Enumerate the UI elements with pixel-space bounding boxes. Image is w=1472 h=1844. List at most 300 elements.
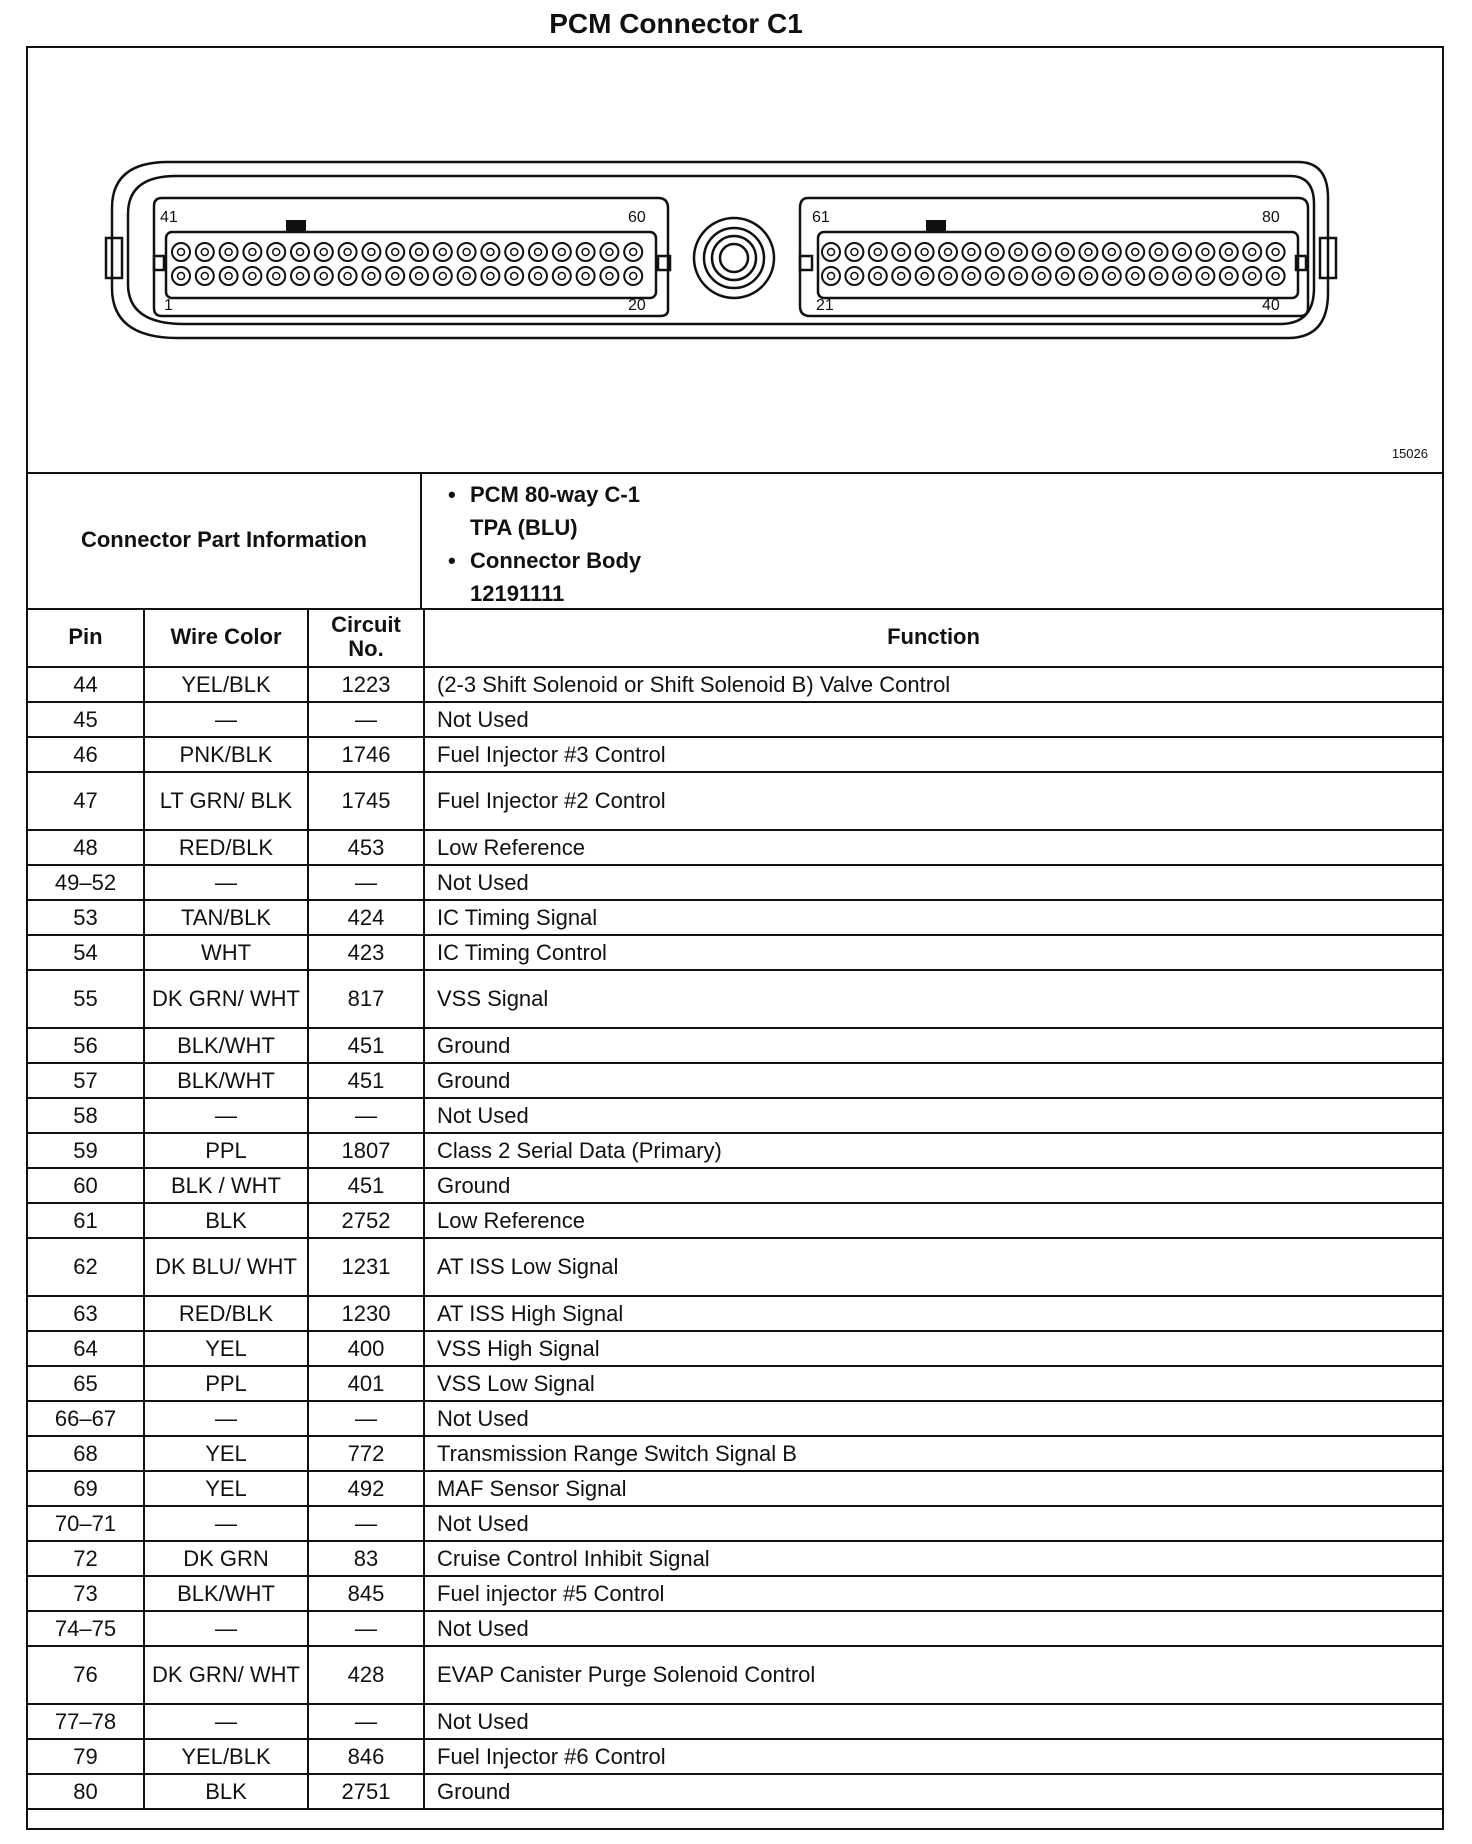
pin-hole xyxy=(1033,267,1051,285)
pin-cell: 47 xyxy=(28,772,144,830)
table-row xyxy=(28,1028,1442,1063)
pin-hole xyxy=(196,243,214,261)
pin-contact xyxy=(1272,249,1279,256)
pin-contact xyxy=(1202,249,1209,256)
table-row xyxy=(28,1646,1442,1704)
table-row xyxy=(28,1098,1442,1133)
pin-hole xyxy=(553,267,571,285)
circuit-cell: 400 xyxy=(308,1331,424,1366)
pin-contact xyxy=(297,249,304,256)
circuit-cell: — xyxy=(308,1704,424,1739)
pin-hole xyxy=(315,243,333,261)
part-info-item xyxy=(448,478,641,511)
wire-color-cell: YEL xyxy=(144,1331,308,1366)
table-row xyxy=(28,865,1442,900)
pin-hole xyxy=(1103,243,1121,261)
pin-cell: 45 xyxy=(28,702,144,737)
pin-label-20: 20 xyxy=(628,297,646,314)
circuit-cell: 1745 xyxy=(308,772,424,830)
pin-hole xyxy=(529,243,547,261)
pin-hole xyxy=(410,267,428,285)
pin-contact xyxy=(606,273,613,280)
bullet: • xyxy=(448,482,456,507)
connector-drawing xyxy=(28,48,1442,472)
table-row xyxy=(28,1471,1442,1506)
table-row xyxy=(28,830,1442,865)
pin-cell: 70–71 xyxy=(28,1506,144,1541)
circuit-cell: 1223 xyxy=(308,667,424,702)
pin-hole xyxy=(1220,267,1238,285)
circuit-cell: 845 xyxy=(308,1576,424,1611)
function-cell: Not Used xyxy=(424,1611,1442,1646)
table-row xyxy=(28,667,1442,702)
pin-hole xyxy=(916,243,934,261)
circuit-cell: 817 xyxy=(308,970,424,1028)
pin-label-41: 41 xyxy=(160,209,178,226)
right-inner-block xyxy=(818,232,1298,298)
pin-hole xyxy=(220,243,238,261)
wire-color-cell: YEL/BLK xyxy=(144,667,308,702)
pin-hole xyxy=(1173,243,1191,261)
pinout-rows xyxy=(28,667,1442,1809)
left-polarizing-tab xyxy=(286,220,306,232)
part-info-line: PCM 80-way C-1 xyxy=(470,482,640,507)
pin-cell: 60 xyxy=(28,1168,144,1203)
pin-label-61: 61 xyxy=(812,209,830,226)
pin-contact xyxy=(511,273,518,280)
pin-hole xyxy=(1267,243,1285,261)
function-cell: VSS High Signal xyxy=(424,1331,1442,1366)
pin-hole xyxy=(1196,243,1214,261)
pin-hole xyxy=(481,243,499,261)
pin-hole xyxy=(1243,267,1261,285)
right-key-left xyxy=(800,256,812,270)
pin-hole xyxy=(986,267,1004,285)
connector-diagram xyxy=(28,48,1442,474)
table-row xyxy=(28,1366,1442,1401)
pin-hole xyxy=(1220,243,1238,261)
wire-color-cell: BLK/WHT xyxy=(144,1576,308,1611)
pin-contact xyxy=(320,273,327,280)
table-row xyxy=(28,1063,1442,1098)
pin-contact xyxy=(945,249,952,256)
pin-hole xyxy=(892,243,910,261)
pin-cell: 80 xyxy=(28,1774,144,1809)
pin-cell: 44 xyxy=(28,667,144,702)
pin-contact xyxy=(851,273,858,280)
pin-hole xyxy=(362,243,380,261)
pin-hole xyxy=(243,243,261,261)
pin-contact xyxy=(945,273,952,280)
pin-contact xyxy=(582,273,589,280)
pin-contact xyxy=(439,249,446,256)
wire-color-cell: BLK / WHT xyxy=(144,1168,308,1203)
table-row xyxy=(28,1576,1442,1611)
pin-cell: 61 xyxy=(28,1203,144,1238)
wire-color-cell: BLK xyxy=(144,1774,308,1809)
function-cell: Ground xyxy=(424,1774,1442,1809)
table-row xyxy=(28,1436,1442,1471)
part-info-item xyxy=(448,544,641,577)
pin-cell: 76 xyxy=(28,1646,144,1704)
pin-cell: 69 xyxy=(28,1471,144,1506)
pin-cell: 53 xyxy=(28,900,144,935)
pin-contact xyxy=(368,249,375,256)
pin-cell: 59 xyxy=(28,1133,144,1168)
pin-cell: 72 xyxy=(28,1541,144,1576)
pin-hole xyxy=(172,243,190,261)
pin-contact xyxy=(535,273,542,280)
pin-hole xyxy=(1267,267,1285,285)
pin-hole xyxy=(962,267,980,285)
wire-color-cell: BLK xyxy=(144,1203,308,1238)
pin-contact xyxy=(1249,249,1256,256)
pin-hole xyxy=(386,267,404,285)
pin-contact xyxy=(630,249,637,256)
circuit-cell: 492 xyxy=(308,1471,424,1506)
pin-contact xyxy=(1249,273,1256,280)
pin-hole xyxy=(339,267,357,285)
pin-hole xyxy=(1009,243,1027,261)
pin-contact xyxy=(297,273,304,280)
pin-contact xyxy=(225,273,232,280)
pin-contact xyxy=(178,273,185,280)
pin-hole xyxy=(845,267,863,285)
pin-contact xyxy=(1272,273,1279,280)
circuit-cell: — xyxy=(308,702,424,737)
pin-hole xyxy=(962,243,980,261)
pin-hole xyxy=(386,243,404,261)
circuit-cell: 451 xyxy=(308,1028,424,1063)
function-cell: AT ISS High Signal xyxy=(424,1296,1442,1331)
pin-label-60: 60 xyxy=(628,209,646,226)
circuit-cell: — xyxy=(308,1098,424,1133)
pin-contact xyxy=(273,273,280,280)
pin-label-40: 40 xyxy=(1262,297,1280,314)
table-row xyxy=(28,1611,1442,1646)
function-cell: AT ISS Low Signal xyxy=(424,1238,1442,1296)
pin-contact xyxy=(487,249,494,256)
table-row xyxy=(28,1331,1442,1366)
pin-contact xyxy=(320,249,327,256)
pin-contact xyxy=(392,249,399,256)
pin-hole xyxy=(339,243,357,261)
table-row xyxy=(28,702,1442,737)
pin-contact xyxy=(1225,273,1232,280)
pin-contact xyxy=(558,249,565,256)
pin-contact xyxy=(344,273,351,280)
circuit-cell: — xyxy=(308,1611,424,1646)
left-key-left xyxy=(154,256,164,270)
page-title: PCM Connector C1 xyxy=(549,8,803,39)
pin-contact xyxy=(1085,249,1092,256)
wire-color-cell: YEL/BLK xyxy=(144,1739,308,1774)
pin-hole xyxy=(892,267,910,285)
table-row xyxy=(28,935,1442,970)
table-row xyxy=(28,1168,1442,1203)
pin-contact xyxy=(439,273,446,280)
circuit-cell: 1230 xyxy=(308,1296,424,1331)
left-inner-block xyxy=(166,232,656,298)
connector-part-information xyxy=(28,472,1442,610)
pin-contact xyxy=(921,273,928,280)
function-cell: Fuel Injector #3 Control xyxy=(424,737,1442,772)
pin-contact xyxy=(344,249,351,256)
pin-contact xyxy=(178,249,185,256)
pin-hole xyxy=(1196,267,1214,285)
table-row xyxy=(28,772,1442,830)
pin-contact xyxy=(898,249,905,256)
table-row xyxy=(28,1506,1442,1541)
pin-hole xyxy=(291,267,309,285)
wire-color-cell: YEL xyxy=(144,1471,308,1506)
circuit-cell: 451 xyxy=(308,1063,424,1098)
pin-contact xyxy=(249,249,256,256)
table-row xyxy=(28,1739,1442,1774)
pin-cell: 54 xyxy=(28,935,144,970)
pin-contact xyxy=(1155,273,1162,280)
table-row xyxy=(28,1774,1442,1809)
pin-contact xyxy=(463,249,470,256)
circuit-cell: 772 xyxy=(308,1436,424,1471)
wire-color-cell: — xyxy=(144,702,308,737)
wire-color-cell: — xyxy=(144,865,308,900)
wire-color-cell: RED/BLK xyxy=(144,830,308,865)
pin-contact xyxy=(630,273,637,280)
pin-hole xyxy=(267,267,285,285)
pin-contact xyxy=(1085,273,1092,280)
pin-hole xyxy=(410,243,428,261)
wire-color-cell: DK GRN/ WHT xyxy=(144,970,308,1028)
circuit-cell: 424 xyxy=(308,900,424,935)
part-info-list xyxy=(448,478,641,610)
pin-hole xyxy=(624,267,642,285)
table-row xyxy=(28,900,1442,935)
pin-hole xyxy=(939,243,957,261)
function-cell: Not Used xyxy=(424,865,1442,900)
wire-color-cell: — xyxy=(144,1098,308,1133)
table-row xyxy=(28,1704,1442,1739)
circuit-cell: 1807 xyxy=(308,1133,424,1168)
pin-hole xyxy=(1150,243,1168,261)
pin-hole xyxy=(481,267,499,285)
pin-label-80: 80 xyxy=(1262,209,1280,226)
left-pin-array xyxy=(172,243,642,285)
pin-hole xyxy=(291,243,309,261)
pin-contact xyxy=(828,249,835,256)
table-row xyxy=(28,1296,1442,1331)
header-circuit-no: Circuit No. xyxy=(308,608,424,667)
circuit-cell: 453 xyxy=(308,830,424,865)
function-cell: (2-3 Shift Solenoid or Shift Solenoid B) Valve Control xyxy=(424,667,1442,702)
pin-contact xyxy=(968,273,975,280)
pin-contact xyxy=(1062,273,1069,280)
wire-color-cell: PNK/BLK xyxy=(144,737,308,772)
pin-contact xyxy=(392,273,399,280)
pin-cell: 58 xyxy=(28,1098,144,1133)
circuit-cell: — xyxy=(308,1506,424,1541)
pin-hole xyxy=(315,267,333,285)
right-polarizing-tab xyxy=(926,220,946,232)
function-cell: EVAP Canister Purge Solenoid Control xyxy=(424,1646,1442,1704)
wire-color-cell: PPL xyxy=(144,1133,308,1168)
pin-hole xyxy=(362,267,380,285)
pin-hole xyxy=(220,267,238,285)
part-info-line: Connector Body xyxy=(470,548,642,573)
wire-color-cell: — xyxy=(144,1611,308,1646)
pin-contact xyxy=(368,273,375,280)
pin-hole xyxy=(505,243,523,261)
table-row xyxy=(28,737,1442,772)
pin-cell: 77–78 xyxy=(28,1704,144,1739)
pin-contact xyxy=(511,249,518,256)
pin-cell: 63 xyxy=(28,1296,144,1331)
table-row xyxy=(28,1203,1442,1238)
pin-hole xyxy=(1056,267,1074,285)
pin-contact xyxy=(201,249,208,256)
pin-hole xyxy=(600,243,618,261)
pin-hole xyxy=(172,267,190,285)
pin-contact xyxy=(828,273,835,280)
circuit-cell: 451 xyxy=(308,1168,424,1203)
pin-contact xyxy=(1155,249,1162,256)
pin-cell: 46 xyxy=(28,737,144,772)
function-cell: VSS Signal xyxy=(424,970,1442,1028)
pin-cell: 73 xyxy=(28,1576,144,1611)
pin-contact xyxy=(1179,273,1186,280)
table-row xyxy=(28,1133,1442,1168)
connector-sheet xyxy=(26,46,1444,1830)
pin-cell: 79 xyxy=(28,1739,144,1774)
function-cell: Not Used xyxy=(424,1704,1442,1739)
function-cell: Class 2 Serial Data (Primary) xyxy=(424,1133,1442,1168)
pin-cell: 62 xyxy=(28,1238,144,1296)
pin-hole xyxy=(845,243,863,261)
pin-cell: 49–52 xyxy=(28,865,144,900)
function-cell: IC Timing Signal xyxy=(424,900,1442,935)
pin-hole xyxy=(243,267,261,285)
wire-color-cell: PPL xyxy=(144,1366,308,1401)
pin-hole xyxy=(458,243,476,261)
wire-color-cell: DK GRN xyxy=(144,1541,308,1576)
pin-contact xyxy=(201,273,208,280)
function-cell: Transmission Range Switch Signal B xyxy=(424,1436,1442,1471)
pin-contact xyxy=(851,249,858,256)
pin-contact xyxy=(1038,249,1045,256)
wire-color-cell: — xyxy=(144,1704,308,1739)
header-function: Function xyxy=(424,608,1442,667)
pin-hole xyxy=(577,267,595,285)
pin-hole xyxy=(822,243,840,261)
pin-cell: 57 xyxy=(28,1063,144,1098)
part-info-line: TPA (BLU) xyxy=(470,515,578,540)
wire-color-cell: TAN/BLK xyxy=(144,900,308,935)
pin-contact xyxy=(874,273,881,280)
function-cell: Fuel Injector #2 Control xyxy=(424,772,1442,830)
pin-contact xyxy=(1225,249,1232,256)
pin-hole xyxy=(939,267,957,285)
pin-hole xyxy=(553,243,571,261)
pin-hole xyxy=(1243,243,1261,261)
function-cell: Low Reference xyxy=(424,830,1442,865)
pin-hole xyxy=(869,243,887,261)
wire-color-cell: BLK/WHT xyxy=(144,1063,308,1098)
pin-cell: 65 xyxy=(28,1366,144,1401)
pin-contact xyxy=(921,249,928,256)
pin-hole xyxy=(1056,243,1074,261)
pin-hole xyxy=(529,267,547,285)
pin-label-1: 1 xyxy=(164,297,173,314)
center-bolt-inner xyxy=(712,236,756,280)
circuit-cell: 1231 xyxy=(308,1238,424,1296)
pinout-table xyxy=(28,608,1442,1810)
pin-contact xyxy=(535,249,542,256)
function-cell: Fuel injector #5 Control xyxy=(424,1576,1442,1611)
pin-cell: 68 xyxy=(28,1436,144,1471)
pin-contact xyxy=(558,273,565,280)
circuit-cell: 428 xyxy=(308,1646,424,1704)
table-row xyxy=(28,1541,1442,1576)
pin-contact xyxy=(968,249,975,256)
pin-hole xyxy=(1103,267,1121,285)
function-cell: Not Used xyxy=(424,702,1442,737)
pin-cell: 74–75 xyxy=(28,1611,144,1646)
pin-hole xyxy=(869,267,887,285)
pin-contact xyxy=(582,249,589,256)
wire-color-cell: — xyxy=(144,1506,308,1541)
wire-color-cell: WHT xyxy=(144,935,308,970)
function-cell: Cruise Control Inhibit Signal xyxy=(424,1541,1442,1576)
pin-contact xyxy=(1038,273,1045,280)
function-cell: Ground xyxy=(424,1168,1442,1203)
pin-contact xyxy=(487,273,494,280)
circuit-cell: 2752 xyxy=(308,1203,424,1238)
function-cell: VSS Low Signal xyxy=(424,1366,1442,1401)
table-row xyxy=(28,1238,1442,1296)
function-cell: Low Reference xyxy=(424,1203,1442,1238)
pin-hole xyxy=(267,243,285,261)
wire-color-cell: YEL xyxy=(144,1436,308,1471)
function-cell: Ground xyxy=(424,1028,1442,1063)
pin-contact xyxy=(898,273,905,280)
circuit-cell: 423 xyxy=(308,935,424,970)
pin-contact xyxy=(606,249,613,256)
pin-contact xyxy=(463,273,470,280)
pin-hole xyxy=(1009,267,1027,285)
pin-hole xyxy=(1079,267,1097,285)
pin-hole xyxy=(1033,243,1051,261)
pin-contact xyxy=(991,249,998,256)
table-row xyxy=(28,970,1442,1028)
function-cell: Not Used xyxy=(424,1506,1442,1541)
pin-contact xyxy=(991,273,998,280)
circuit-cell: 846 xyxy=(308,1739,424,1774)
header-pin: Pin xyxy=(28,608,144,667)
pin-contact xyxy=(1015,273,1022,280)
pin-hole xyxy=(916,267,934,285)
circuit-cell: 83 xyxy=(308,1541,424,1576)
pin-cell: 48 xyxy=(28,830,144,865)
wire-color-cell: — xyxy=(144,1401,308,1436)
pin-hole xyxy=(505,267,523,285)
pin-contact xyxy=(1202,273,1209,280)
pin-contact xyxy=(1179,249,1186,256)
circuit-cell: 401 xyxy=(308,1366,424,1401)
pin-contact xyxy=(1015,249,1022,256)
pin-contact xyxy=(273,249,280,256)
header-wire-color: Wire Color xyxy=(144,608,308,667)
pin-hole xyxy=(1173,267,1191,285)
